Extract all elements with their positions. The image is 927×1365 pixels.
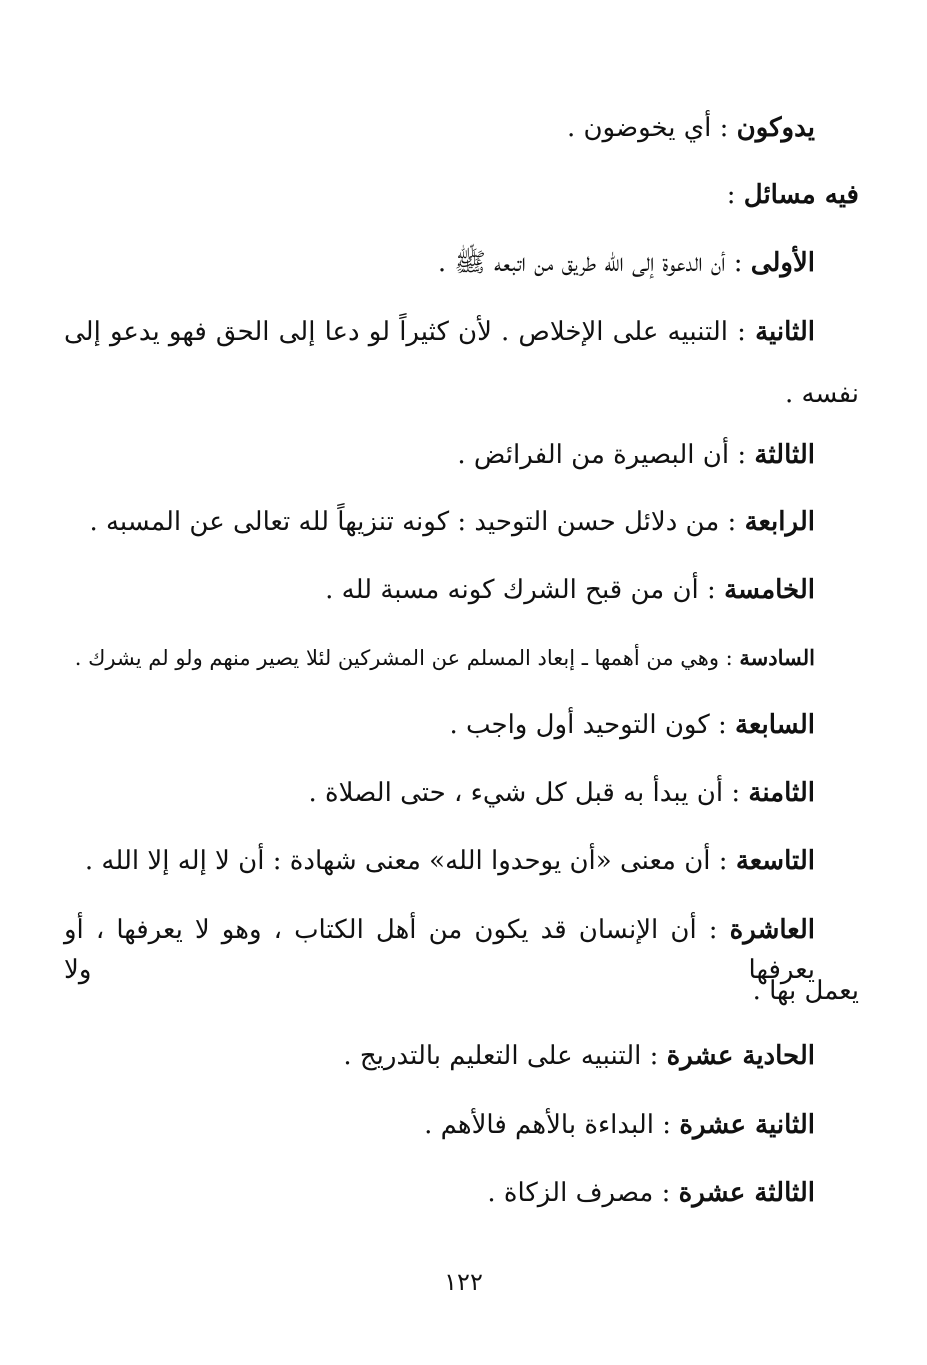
issue-3 — [457, 435, 815, 475]
issue-label: الثانية — [755, 317, 815, 347]
issue-9 — [85, 841, 815, 881]
issue-label: الأولى — [750, 248, 815, 278]
issue-text: : التنبيه على الإخلاص . لأن كثيراً لو دعا إلى الحق فهو يدعو إلى — [64, 317, 746, 347]
section-heading: فيه مسائل — [743, 180, 859, 210]
issue-text: : أن الدعوة إلى الله طريق من اتبعه ﷺ . — [437, 248, 743, 278]
issue-1 — [438, 243, 815, 283]
issue-text: : التنبيه على التعليم بالتدريج . — [343, 1041, 659, 1071]
issue-13 — [487, 1173, 815, 1213]
issue-label: الخامسة — [724, 575, 815, 605]
issue-text: : كون التوحيد أول واجب . — [449, 710, 727, 740]
line-yadukun — [567, 108, 815, 148]
issue-10-continuation — [753, 971, 859, 1011]
section-heading-colon: : — [726, 180, 736, 210]
issue-text: : وهي من أهمها ـ إبعاد المسلم عن المشركين لئلا يصير منهم ولو لم يشرك . — [74, 646, 733, 670]
issue-label: التاسعة — [735, 846, 815, 876]
issue-label: السادسة — [739, 645, 815, 670]
issue-text: : أن معنى «أن يوحدوا الله» معنى شهادة : أن لا إله إلا الله . — [84, 846, 728, 876]
issue-12 — [424, 1105, 815, 1145]
issue-2-continuation — [785, 374, 859, 414]
line-issues-heading — [727, 175, 859, 215]
issue-label: الرابعة — [744, 507, 815, 537]
issue-2 — [64, 312, 815, 352]
issue-10 — [64, 910, 815, 990]
issue-text: : أن الإنسان قد يكون من أهل الكتاب ، وهو لا يعرفها ، أو يعرفها ولا — [64, 915, 815, 985]
issue-label: العاشرة — [729, 915, 815, 945]
issue-label: الثالثة — [754, 440, 815, 470]
issue-label: الثالثة عشرة — [678, 1178, 815, 1208]
issue-label: الثانية عشرة — [679, 1110, 815, 1140]
issue-text: : من دلائل حسن التوحيد : كونه تنزيهاً لله تعالى عن المسبه . — [89, 507, 737, 537]
issue-text: : أن يبدأ به قبل كل شيء ، حتى الصلاة . — [308, 778, 741, 808]
issue-5 — [325, 570, 815, 610]
issue-text: : أن من قبح الشرك كونه مسبة لله . — [325, 575, 716, 605]
issue-11 — [343, 1036, 815, 1076]
issue-7 — [449, 705, 815, 745]
page-number: ١٢٢ — [444, 1268, 483, 1296]
issue-label: السابعة — [735, 710, 815, 740]
term-text: : أي يخوضون . — [566, 113, 729, 143]
issue-4 — [89, 502, 815, 542]
term-label: يدوكون — [736, 113, 815, 143]
issue-text-continuation: يعمل بها . — [752, 976, 859, 1006]
issue-label: الثامنة — [748, 778, 815, 808]
issue-text: : أن البصيرة من الفرائض . — [457, 440, 747, 470]
issue-text: : البداءة بالأهم فالأهم . — [424, 1110, 672, 1140]
issue-text: : مصرف الزكاة . — [487, 1178, 671, 1208]
issue-8 — [308, 773, 815, 813]
issue-text-continuation: نفسه . — [784, 379, 859, 409]
issue-6 — [75, 638, 815, 678]
issue-label: الحادية عشرة — [666, 1041, 815, 1071]
